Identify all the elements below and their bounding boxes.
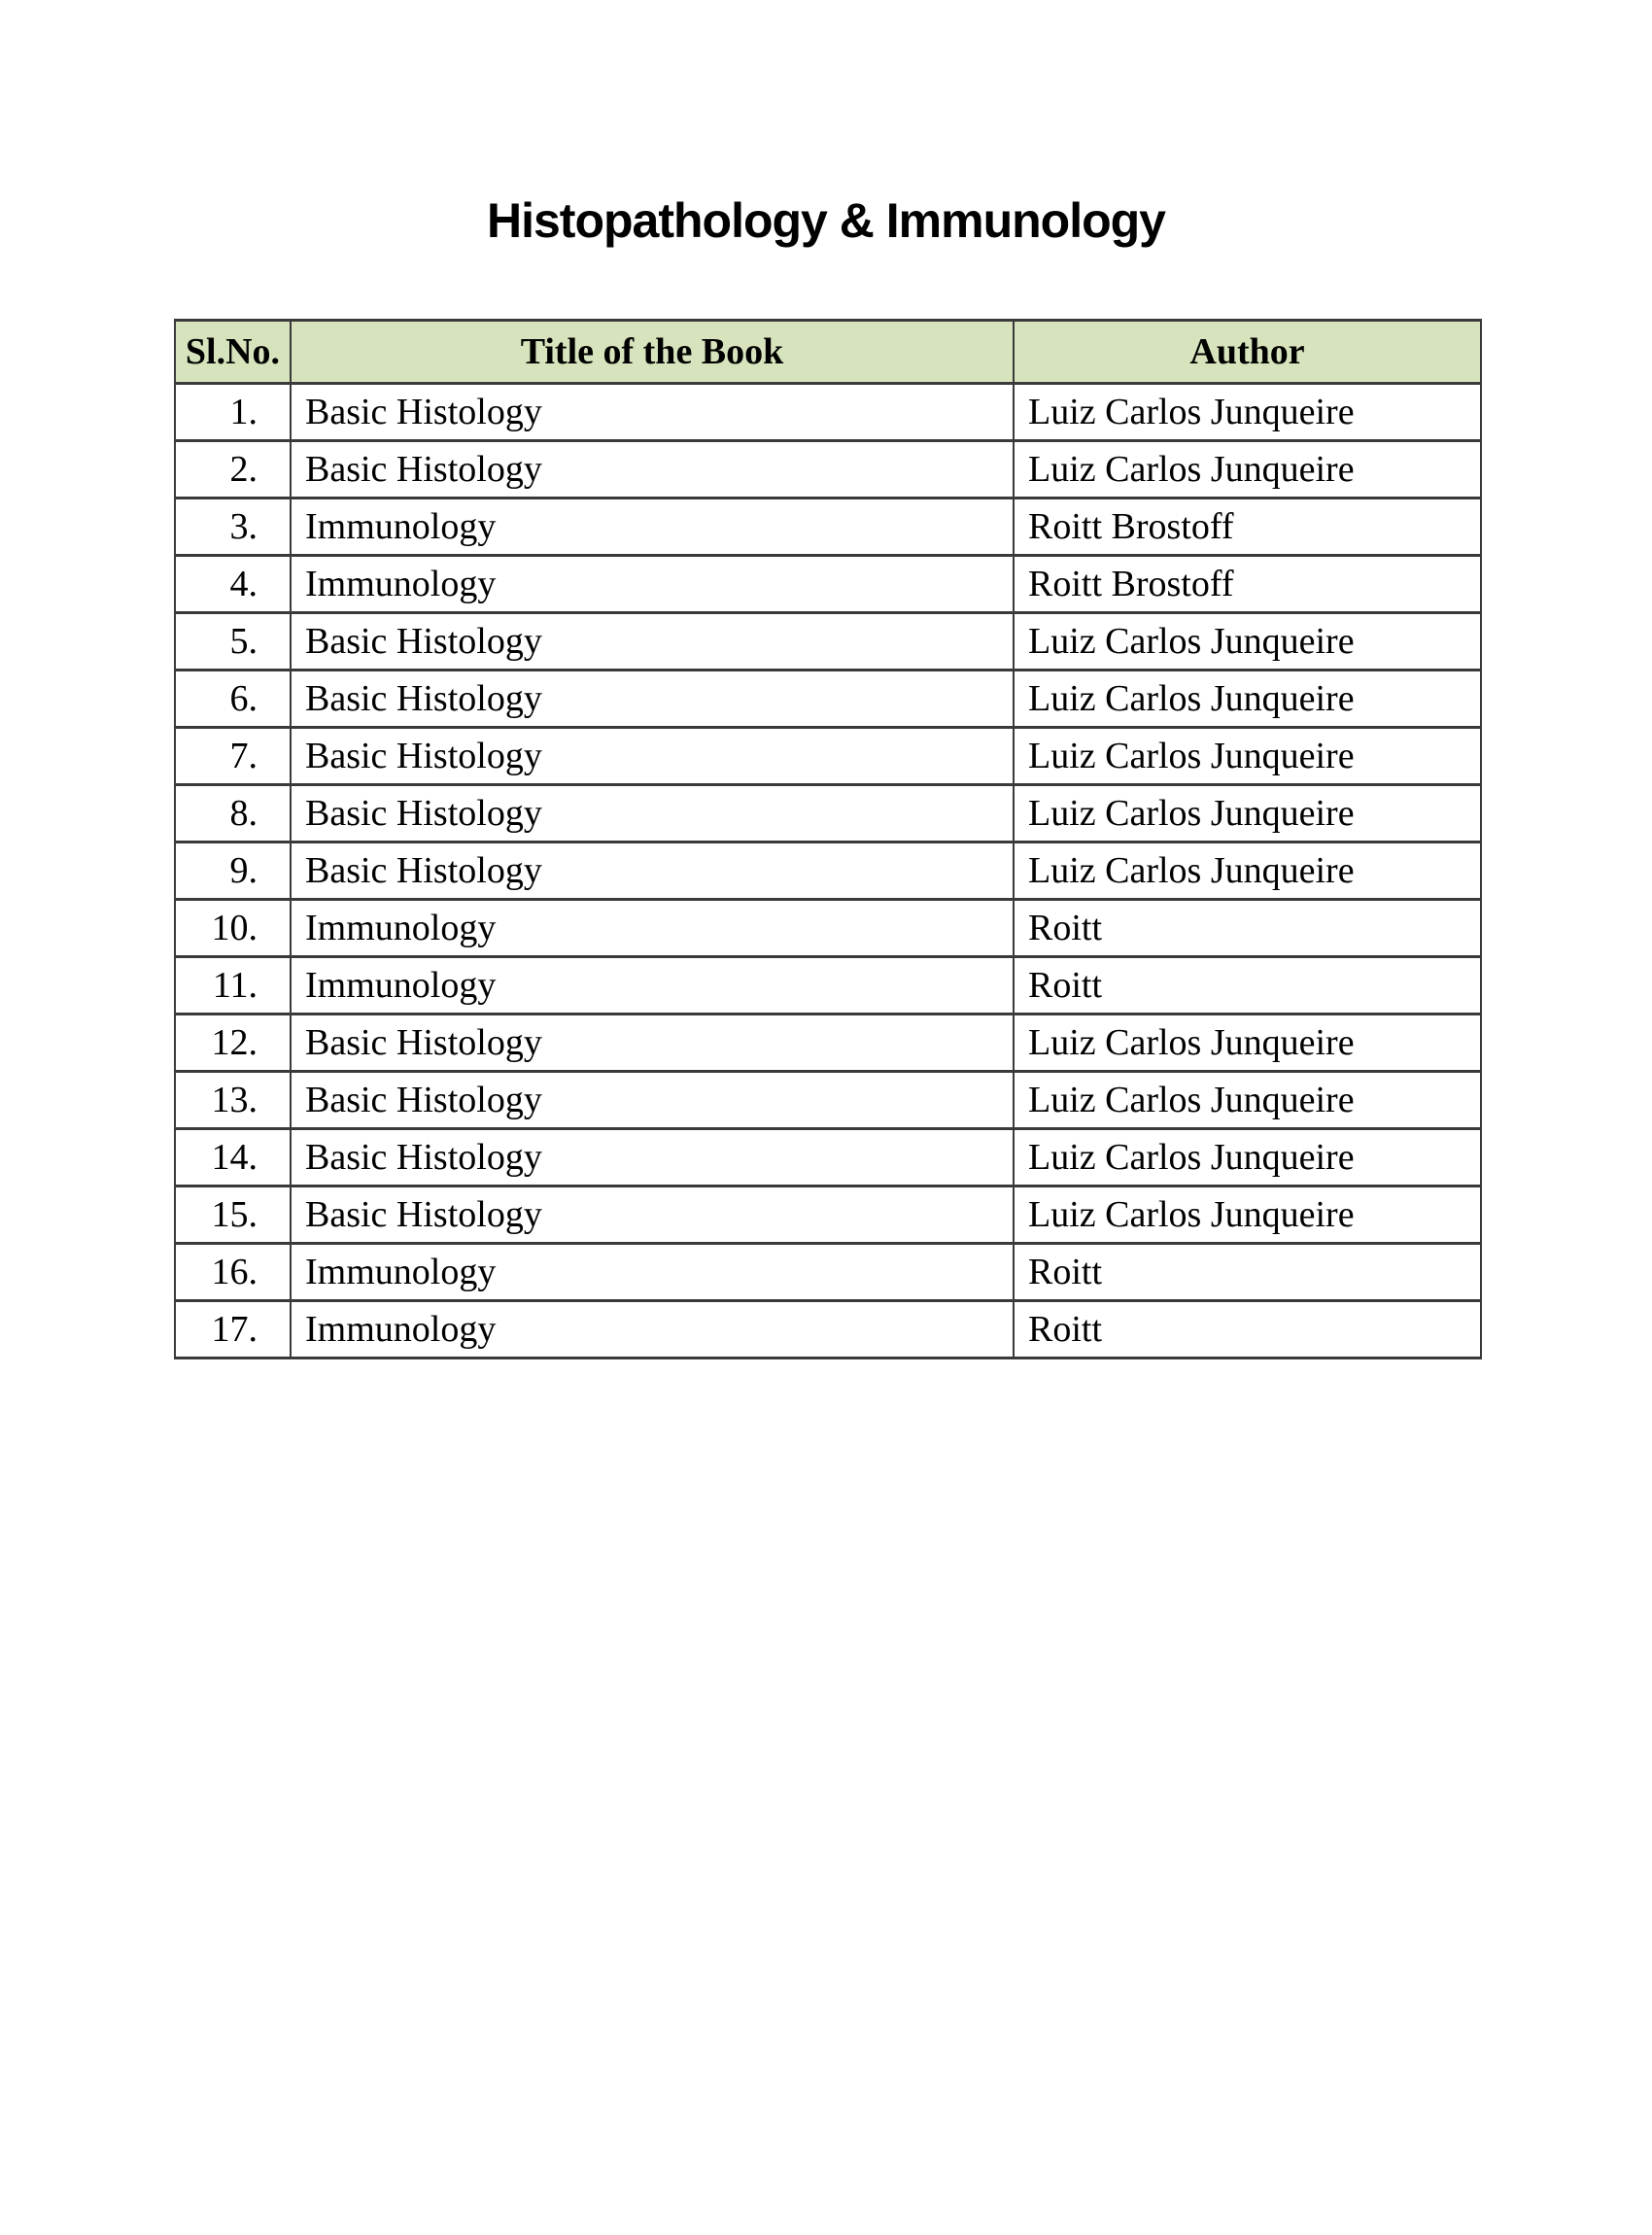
cell-title: Immunology [291, 957, 1014, 1014]
table-row [175, 1129, 1481, 1186]
table-row [175, 441, 1481, 499]
cell-slno: 15. [175, 1186, 291, 1244]
table-row [175, 728, 1481, 785]
cell-author: Luiz Carlos Junqueire [1014, 441, 1481, 499]
cell-title: Basic Histology [291, 441, 1014, 499]
cell-author: Roitt [1014, 900, 1481, 957]
table-row [175, 957, 1481, 1014]
cell-title: Basic Histology [291, 1129, 1014, 1186]
cell-author: Luiz Carlos Junqueire [1014, 1014, 1481, 1072]
cell-author: Luiz Carlos Junqueire [1014, 785, 1481, 842]
cell-slno: 12. [175, 1014, 291, 1072]
cell-title: Basic Histology [291, 728, 1014, 785]
table-row [175, 785, 1481, 842]
table-row [175, 670, 1481, 728]
cell-author: Roitt [1014, 1244, 1481, 1301]
cell-author: Luiz Carlos Junqueire [1014, 1072, 1481, 1129]
cell-title: Basic Histology [291, 613, 1014, 670]
cell-slno: 8. [175, 785, 291, 842]
table-row [175, 842, 1481, 900]
cell-title: Basic Histology [291, 1186, 1014, 1244]
table-row [175, 499, 1481, 556]
cell-author: Luiz Carlos Junqueire [1014, 842, 1481, 900]
books-table [174, 319, 1482, 1359]
cell-slno: 5. [175, 613, 291, 670]
cell-author: Luiz Carlos Junqueire [1014, 728, 1481, 785]
page-title: Histopathology & Immunology [487, 193, 1165, 248]
table-row [175, 556, 1481, 613]
table-row [175, 1186, 1481, 1244]
cell-title: Basic Histology [291, 785, 1014, 842]
cell-slno: 11. [175, 957, 291, 1014]
cell-slno: 4. [175, 556, 291, 613]
cell-slno: 16. [175, 1244, 291, 1301]
cell-slno: 6. [175, 670, 291, 728]
cell-author: Luiz Carlos Junqueire [1014, 1129, 1481, 1186]
header-cell-title: Title of the Book [291, 321, 1014, 384]
books-table-header [175, 321, 1481, 384]
table-row [175, 1244, 1481, 1301]
cell-slno: 13. [175, 1072, 291, 1129]
cell-slno: 17. [175, 1301, 291, 1358]
header-cell-author: Author [1014, 321, 1481, 384]
cell-title: Basic Histology [291, 1072, 1014, 1129]
cell-author: Luiz Carlos Junqueire [1014, 613, 1481, 670]
cell-author: Luiz Carlos Junqueire [1014, 384, 1481, 441]
cell-title: Immunology [291, 499, 1014, 556]
cell-author: Luiz Carlos Junqueire [1014, 670, 1481, 728]
cell-title: Immunology [291, 1301, 1014, 1358]
table-row [175, 1014, 1481, 1072]
cell-slno: 1. [175, 384, 291, 441]
cell-title: Immunology [291, 900, 1014, 957]
cell-author: Roitt [1014, 1301, 1481, 1358]
table-row [175, 384, 1481, 441]
table-row [175, 1072, 1481, 1129]
cell-title: Immunology [291, 556, 1014, 613]
cell-slno: 9. [175, 842, 291, 900]
table-row [175, 900, 1481, 957]
cell-author: Roitt [1014, 957, 1481, 1014]
cell-author: Roitt Brostoff [1014, 556, 1481, 613]
cell-author: Roitt Brostoff [1014, 499, 1481, 556]
cell-title: Basic Histology [291, 384, 1014, 441]
cell-title: Basic Histology [291, 1014, 1014, 1072]
books-table-body [175, 384, 1481, 1358]
cell-title: Basic Histology [291, 670, 1014, 728]
cell-slno: 2. [175, 441, 291, 499]
table-row [175, 613, 1481, 670]
cell-slno: 10. [175, 900, 291, 957]
cell-author: Luiz Carlos Junqueire [1014, 1186, 1481, 1244]
cell-title: Immunology [291, 1244, 1014, 1301]
cell-slno: 3. [175, 499, 291, 556]
header-row [175, 321, 1481, 384]
header-cell-slno: Sl.No. [175, 321, 291, 384]
cell-slno: 7. [175, 728, 291, 785]
table-row [175, 1301, 1481, 1358]
cell-title: Basic Histology [291, 842, 1014, 900]
cell-slno: 14. [175, 1129, 291, 1186]
